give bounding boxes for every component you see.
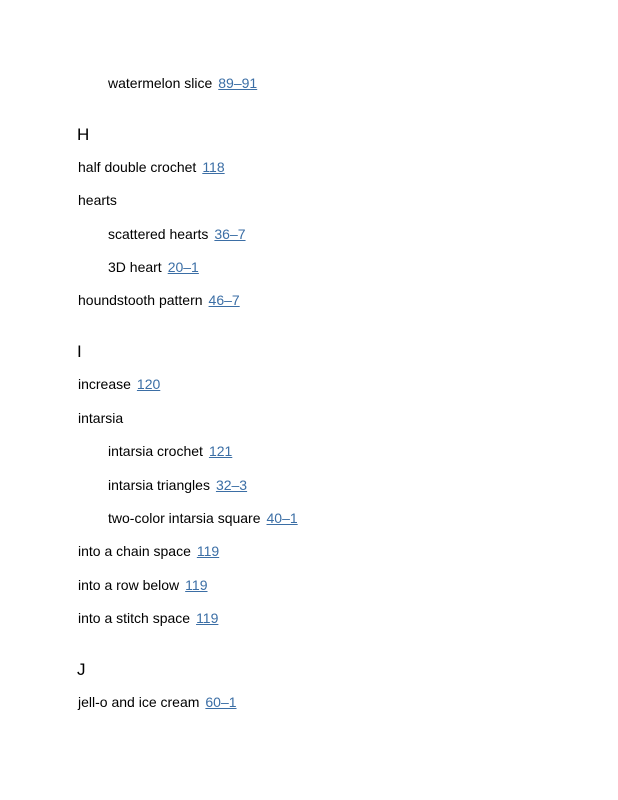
page-ref-link[interactable]: 119 xyxy=(185,577,208,593)
index-term: half double crochet xyxy=(78,159,197,175)
index-entry-two-color-intarsia-square xyxy=(108,509,298,527)
page-ref-link[interactable]: 118 xyxy=(202,159,225,175)
index-term: 3D heart xyxy=(108,259,162,275)
index-entry-3d-heart xyxy=(108,258,199,276)
index-entry-into-a-stitch-space xyxy=(78,609,218,627)
index-entry-into-a-chain-space xyxy=(78,542,219,560)
section-letter-i: I xyxy=(77,342,82,361)
index-entry-intarsia xyxy=(78,409,123,427)
index-term: scattered hearts xyxy=(108,226,209,242)
page-ref-link[interactable]: 121 xyxy=(208,443,233,459)
index-entry-increase xyxy=(78,375,160,393)
index-term: intarsia crochet xyxy=(108,443,203,459)
index-term: increase xyxy=(78,376,131,392)
page-ref-link[interactable]: 119 xyxy=(196,610,219,626)
index-term: two-color intarsia square xyxy=(108,510,261,526)
index-entry-intarsia-triangles xyxy=(108,476,247,494)
index-term: into a stitch space xyxy=(78,610,191,626)
page-ref-link[interactable]: 119 xyxy=(196,543,220,559)
index-term: jell-o and ice cream xyxy=(78,694,200,710)
index-entry-jell-o-and-ice-cream xyxy=(78,693,237,711)
index-entry-half-double-crochet xyxy=(78,158,225,176)
page-ref-link[interactable]: 40–1 xyxy=(266,510,298,526)
index-entry-houndstooth-pattern xyxy=(78,291,240,309)
index-entry-into-a-row-below xyxy=(78,576,208,594)
page-ref-link[interactable]: 89–91 xyxy=(218,75,258,91)
index-term: into a chain space xyxy=(78,543,191,559)
index-entry-intarsia-crochet xyxy=(108,442,232,460)
page-ref-link[interactable]: 20–1 xyxy=(167,259,199,275)
index-term: into a row below xyxy=(78,577,180,593)
page-ref-link[interactable]: 36–7 xyxy=(214,226,246,242)
page-ref-link[interactable]: 46–7 xyxy=(208,292,240,308)
section-letter-h: H xyxy=(77,125,90,144)
index-entry-watermelon-slice xyxy=(108,74,257,92)
index-term: watermelon slice xyxy=(108,75,213,91)
index-term: hearts xyxy=(78,192,117,208)
page-ref-link[interactable]: 60–1 xyxy=(205,694,237,710)
index-term: houndstooth pattern xyxy=(78,292,203,308)
index-entry-hearts xyxy=(78,191,117,209)
index-entry-scattered-hearts xyxy=(108,225,246,243)
page-ref-link[interactable]: 32–3 xyxy=(215,477,248,493)
index-term: intarsia triangles xyxy=(108,477,210,493)
section-letter-j: J xyxy=(77,660,86,679)
index-term: intarsia xyxy=(78,410,124,426)
page-ref-link[interactable]: 120 xyxy=(136,376,161,392)
